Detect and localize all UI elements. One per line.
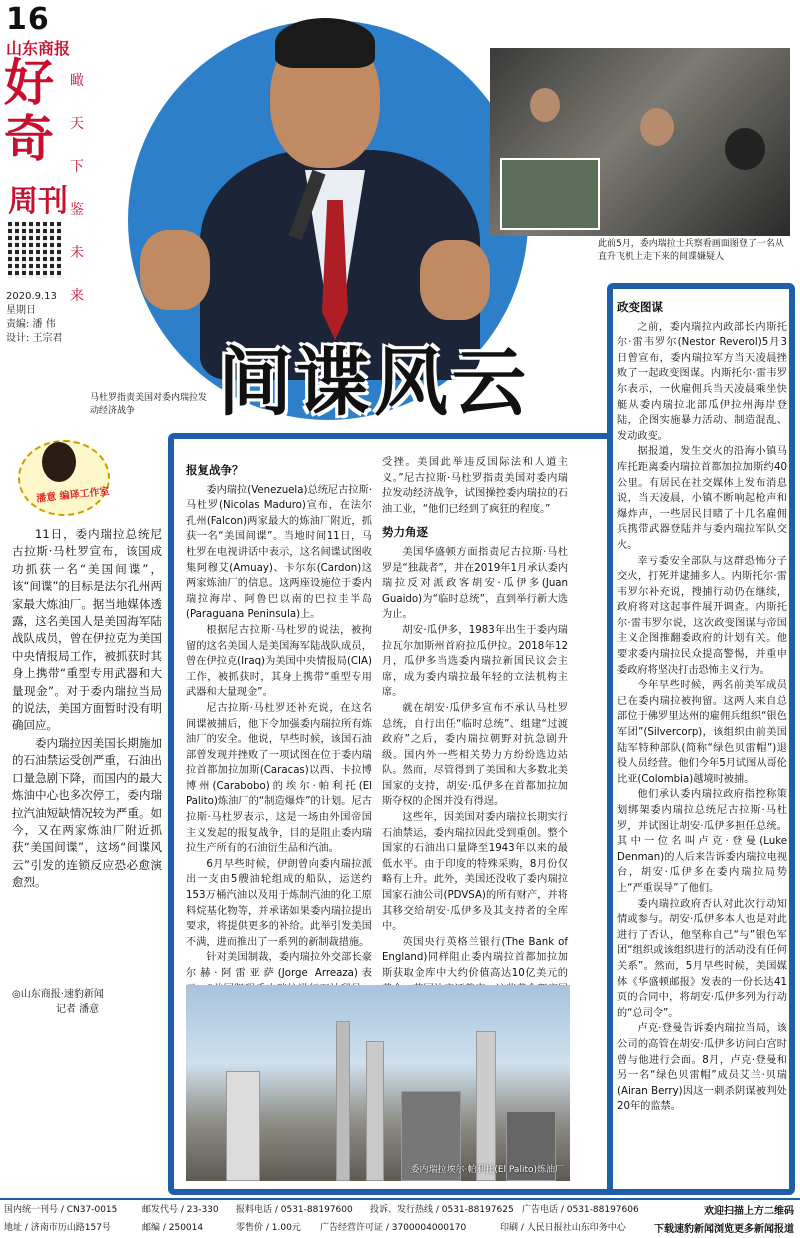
- article-paragraph: 委内瑞拉(Venezuela)总统尼古拉斯·马杜罗(Nicolas Maduro)宣布，在法尔孔州(Falcon)两家最大的炼油厂附近，抓获一名“美国间谍”。当地时间11日，马杜罗在电视讲话中表示，这名间谍试图收集阿穆艾(Amuay)、卡尔东(Cardon)这两家炼油厂的信息。这两座设施位于委内瑞拉海岸、阿鲁巴以南的巴拉圭半岛(Paraguana Peninsula)上。: [186, 484, 372, 621]
- masthead-char-qi: 奇: [4, 110, 54, 168]
- lead-signature-reporter: 记者 潘意: [56, 1004, 100, 1015]
- article-paragraph: 委内瑞拉政府否认对此次行动知情或参与。胡安·瓜伊多本人也是对此进行了否认，他坚称自己“与”银色军团“组织或该组织进行的活动没有任何关系”。然而，5月早些时候，美国媒体《华盛顿邮报》发表的一份长达41页的合同中，将胡安·瓜伊多列为行动的“总司令”。: [617, 898, 787, 1019]
- article-paragraph: 他们承认委内瑞拉政府指控称策划绑架委内瑞拉总统尼古拉斯·马杜罗，并试图让胡安·瓜伊多担任总统。其中一位名叫卢克·登曼(Luke Denman)的人后来告诉委内瑞拉电视台，胡安·瓜伊多在委内瑞拉局势上“严重误导”了他们。: [617, 789, 787, 894]
- footer-download-prompt: 下载速豹新闻浏览更多新闻报道: [654, 1224, 794, 1235]
- issue-weekday: 星期日: [6, 305, 36, 316]
- hero-photo-right-hand: [420, 240, 490, 320]
- hero-photo-left-hand: [140, 230, 210, 310]
- article-paragraph: 之前，委内瑞拉内政部长内斯托尔·雷韦罗尔(Nestor Reverol)5月3日曾宣布，委内瑞拉军方当天凌晨挫败了一起政变图谋。内斯托尔·雷韦罗尔表示，一伙雇佣兵当天凌晨乘坐快艇从委内瑞拉北部瓜伊拉州海岸登陆，企图实施暴力活动、制造混乱、发动政变。: [617, 321, 787, 442]
- photo-chimney: [366, 1041, 384, 1181]
- article-paragraph: 据报道，发生交火的沿海小镇马库托距离委内瑞拉首都加拉加斯约40公里。有居民在社交媒体上发布消息说，当天凌晨，小镇不断响起枪声和爆炸声，一些居民目睹了十几名雇佣兵携带武器登陆并与委内瑞拉军队交火。: [617, 446, 787, 551]
- article-paragraph: 幸亏委安全部队与这群恐怖分子交火，打死并逮捕多人。内斯托尔·雷韦罗尔补充说，搜捕行动仍在继续，政府将对这起事件展开调查。内斯托尔·雷韦罗尔说，这次政变图谋与帝国主义企图推翻委政府的计划有关。他要求委内瑞拉民众提高警惕，并重申委政府将坚决打击恐怖主义行为。: [617, 555, 787, 676]
- article-column-2: [382, 455, 568, 1015]
- article-paragraph: 这些年，因美国对委内瑞拉长期实行石油禁运，委内瑞拉因此受到重创。整个国家的石油出口量降至1943年以来的最低水平。由于印度的特殊采购，8月份仅略有上升。此外，美国还没收了委内瑞拉国家石油公司(PDVSA)的所有财产，并将其移交给胡安·瓜伊多及其支持者的全库中。: [382, 812, 568, 933]
- slogan-char: 未: [70, 245, 84, 261]
- footer-item: 广告经营许可证 / 3700004000170: [320, 1223, 467, 1233]
- top-right-photo-inset: [500, 158, 600, 230]
- photo-chimney: [476, 1031, 496, 1181]
- section-heading: 政变图谋: [617, 300, 663, 314]
- top-right-photo-caption: 此前5月，委内瑞拉士兵察看画面图登了一名从直升飞机上走下来的间谍嫌疑人: [598, 239, 784, 262]
- photo-tank: [226, 1071, 260, 1181]
- photo-helmet: [725, 128, 765, 170]
- footer-item: 邮发代号 / 23-330: [142, 1205, 219, 1215]
- slogan-char: 来: [70, 288, 84, 304]
- slogan-char: 天: [70, 116, 84, 132]
- article-paragraph: 卢克·登曼告诉委内瑞拉当局，该公司的高管在胡安·瓜伊多访问白宫时曾与他进行会面。8月，卢克·登曼和另一名“绿色贝雷帽”成员艾兰·贝瑞(Airan Berry)因这一刺杀阴谋被判处20年的监禁。: [617, 1023, 787, 1113]
- page-number: 16: [6, 2, 50, 37]
- editor-label: 编译工作室: [59, 486, 111, 503]
- slogan-char: 瞰: [70, 73, 84, 89]
- footer-item: 投诉、发行热线 / 0531-88197625: [370, 1205, 514, 1215]
- sidebar-article: [617, 292, 787, 1182]
- article-paragraph: 英国央行英格兰银行(The Bank of England)同样阻止委内瑞拉首都加拉加斯获取金库中大约价值高达10亿美元的: [382, 936, 568, 979]
- photo-figure: [640, 108, 674, 146]
- lead-paragraph: 11日，委内瑞拉总统尼古拉斯·马杜罗宣布，该国成功抓获一名“美国间谍”，该“间谍”的目标是法尔孔州两家最大炼油厂。据当地媒体透露，这名美国人是美国海军陆战队成员，曾在伊拉克为美国中央情报局工作，被抓获时其身上携带“重型专用武器和大量现金”。对于委内瑞拉当局的说法，美国方面暂时没有明确回应。: [12, 527, 162, 733]
- editor-credit: 责编: 潘 伟: [6, 319, 56, 330]
- article-paragraph: 针对美国制裁，委内瑞拉外交部长豪尔赫·阿雷亚萨(Jorge Arreaza)表: [186, 952, 372, 979]
- refinery-photo: [186, 985, 570, 1181]
- slogan-char: 下: [70, 159, 84, 175]
- refinery-photo-caption: 委内瑞拉埃尔·帕利托(El Palito)炼油厂: [410, 1165, 564, 1175]
- footer-qr-prompt: 欢迎扫描上方二维码: [704, 1206, 794, 1217]
- section-heading: 势力角逐: [382, 525, 428, 540]
- lead-signature-source: ◎山东商报·速豹新闻: [12, 989, 104, 1000]
- hero-photo-caption: 马杜罗指责美国对委内瑞拉发动经济战争: [90, 393, 208, 416]
- top-right-photo: [490, 48, 790, 236]
- editor-avatar: [42, 442, 76, 482]
- photo-figure: [530, 88, 560, 122]
- footer-item: 印刷 / 人民日报社山东印务中心: [500, 1223, 626, 1233]
- editor-name: 潘意: [35, 491, 57, 505]
- photo-chimney: [336, 1021, 350, 1181]
- footer-item: 地址 / 济南市历山路157号: [4, 1223, 111, 1233]
- masthead-weekly: 周刊: [8, 184, 68, 219]
- article-paragraph: 胡安·瓜伊多，1983年出生于委内瑞拉瓦尔加斯州首府拉瓜伊拉。2018年12月，瓜伊多当选委内瑞拉新国民议会主席，成为委内瑞拉最年轻的立法机构主席。: [382, 624, 568, 699]
- footer-row-2: [0, 1220, 800, 1238]
- article-paragraph: 今年早些时候，两名前美军成员已在委内瑞拉被拘留。这两人来自总部位于佛罗里达州的雇佣兵组织“银色军团”(Silvercorp)，该组织由前美国陆军特种部队(简称“绿色贝雷帽”)退役人员经营。他们今年5月试图从哥伦比亚(Colombia)越境时被捕。: [617, 680, 787, 785]
- lead-signature: [12, 987, 162, 1017]
- qr-code-pattern: [8, 222, 64, 278]
- article-paragraph: 尼古拉斯·马杜罗还补充说，在这名间谍被捕后，他下令加强委内瑞拉所有炼油厂的安全。他说，早些时候，该国石油部曾发现并挫败了一项试图在位于委内瑞拉首都加拉加斯(Caracas)以西、卡拉博博州(Carabobo)的埃尔·帕利托(El Palito)炼油厂的“制造爆炸”的计划。尼古拉斯·马杜罗表示，这是一场由外国帝国主义发起的报复战争，目的是阻止委内瑞拉生产所有的石油衍生品和汽油。: [186, 702, 372, 855]
- article-paragraph: 6月早些时候，伊朗曾向委内瑞拉派出一支由5艘油轮组成的船队，运送约153万桶汽油以及用于炼制汽油的化工原料烷基化物等，并承诺如果委内瑞拉提出要求，将提供更多的补给。此举引发美国不满，进而推出了一系列的新制裁措施。: [186, 858, 372, 948]
- article-paragraph: 就在胡安·瓜伊多宣布不承认马杜罗总统，自行出任“临时总统”、组建“过渡政府”之后，委内瑞拉朝野对抗急剧升级。国内外一些相关势力方纷纷选边站队。然而，尽管得到了美国和大多数北美国家的支持，胡安·瓜伊多在首都加拉加斯夺权的企图并没有得逞。: [382, 702, 568, 808]
- vertical-slogan: [68, 60, 86, 318]
- section-heading: 报复战争？: [186, 463, 244, 477]
- footer-row-1: [0, 1202, 800, 1220]
- lead-article: [12, 526, 162, 892]
- design-credit: 设计: 王宗君: [6, 333, 63, 344]
- footer: [0, 1198, 800, 1237]
- footer-item: 报料电话 / 0531-88197600: [236, 1205, 353, 1215]
- footer-item: 邮编 / 250014: [142, 1223, 204, 1233]
- article-paragraph: 美国华盛顿方面指责尼古拉斯·马杜罗是“独裁者”，并在2019年1月承认委内瑞拉反对派政客胡安·瓜伊多(Juan Guaido)为“临时总统”，直到举行新大选为止。: [382, 546, 568, 621]
- issue-date: 2020.9.13: [6, 291, 57, 302]
- footer-item: 广告电话 / 0531-88197606: [522, 1205, 639, 1215]
- article-column-1: [186, 455, 372, 1015]
- article-paragraph: 受挫。美国此举违反国际法和人道主义。”尼古拉斯·马杜罗指责美国对委内瑞拉发动经济战争，试图操控委内瑞拉的石油工业，“他们已经到了疯狂的程度。”: [382, 457, 568, 515]
- newspaper-name: 山东商报: [6, 39, 71, 58]
- article-paragraph: 根据尼古拉斯·马杜罗的说法，被拘留的这名美国人是美国海军陆战队成员，曾在伊拉克(Iraq)为美国中央情报局(CIA)工作，被抓获时，其身上携带“重型专用武器和大量现金”。: [186, 624, 372, 699]
- masthead-char-hao: 好: [4, 54, 54, 112]
- headline: 间谍风云: [218, 340, 530, 426]
- footer-item: 国内统一刊号 / CN37-0015: [4, 1205, 118, 1215]
- lead-paragraph: 委内瑞拉因美国长期施加的石油禁运受创严重，石油出口量急剧下降，而国内的最大炼油中心也多次停工，委内瑞拉汽油短缺情况较为严重。如今，又在两家炼油厂附近抓获“美国间谍”，这场“间谍风云”引发的连锁反应恐必愈演愈烈。: [12, 735, 162, 890]
- slogan-char: 鉴: [70, 202, 84, 218]
- footer-item: 零售价 / 1.00元: [236, 1223, 301, 1233]
- hero-photo-hair: [275, 18, 375, 68]
